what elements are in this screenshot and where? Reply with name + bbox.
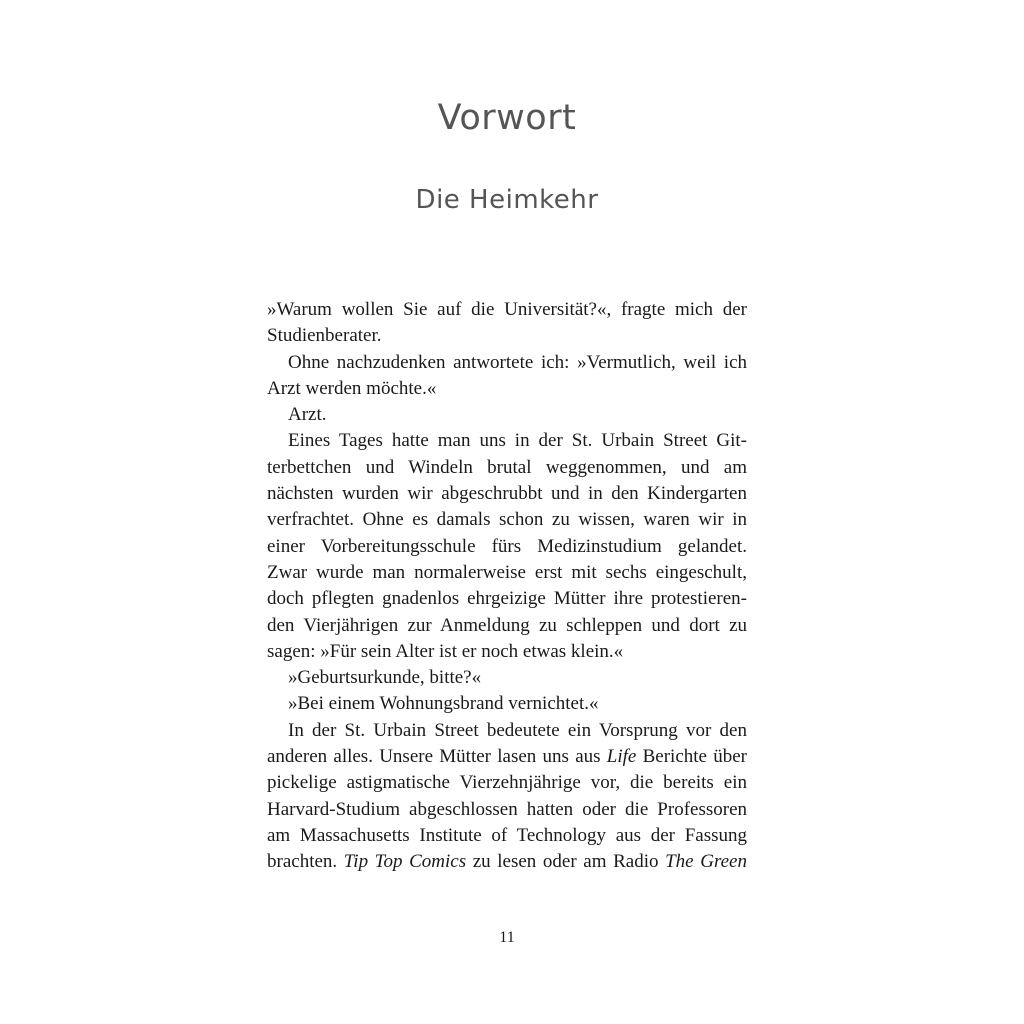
text-line [267,323,747,349]
page-number: 11 [499,929,515,946]
chapter-subtitle: Die Heimkehr [415,185,599,215]
italic-title: Life [606,746,637,768]
text-line [267,402,747,428]
text-line [267,613,747,639]
text-segment: Eines Tages hatte man uns in der St. Urbain Street Git- [288,430,747,452]
text-segment: In der St. Urbain Street bedeutete ein Vorsprung vor den [288,719,747,741]
text-line [267,534,747,560]
text-segment: »Warum wollen Sie auf die Universität?«, fragte mich der [267,299,747,320]
text-line [267,481,747,507]
text-line [267,455,747,481]
text-segment: einer Vorbereitungsschule fürs Medizinstudium gelandet. [267,535,747,557]
text-segment: Arzt. [288,404,327,426]
body-text [267,297,747,876]
text-line [267,665,747,691]
text-line [267,797,747,823]
text-segment: doch pflegten gnadenlos ehrgeizige Mütter ihre protestieren- [267,588,747,610]
text-line [267,376,747,402]
text-segment: »Geburtsurkunde, bitte?« [288,667,482,689]
text-segment: Zwar wurde man normalerweise erst mit sechs eingeschult, [267,561,747,583]
text-line [267,507,747,533]
text-line [267,770,747,796]
text-segment: brachten. [267,851,344,873]
text-line [267,297,747,323]
text-line [267,823,747,849]
text-segment: zu lesen oder am Radio [466,851,666,873]
text-line [267,560,747,586]
text-segment: Arzt werden möchte.« [267,377,437,399]
text-line [267,586,747,612]
text-segment: »Bei einem Wohnungsbrand vernichtet.« [288,693,599,715]
text-line [267,849,747,875]
text-line [267,691,747,717]
text-segment: sagen: »Für sein Alter ist er noch etwas klein.« [267,640,624,662]
text-line [267,639,747,665]
text-line [267,744,747,770]
text-segment: anderen alles. Unsere Mütter lasen uns aus [267,746,607,768]
italic-title: The Green [665,851,747,873]
text-line [267,350,747,376]
text-segment: Studienberater. [267,325,382,347]
text-segment: am Massachusetts Institute of Technology aus der Fassung [267,824,747,846]
text-segment: verfrachtet. Ohne es damals schon zu wissen, waren wir in [267,509,747,531]
text-segment: Ohne nachzudenken antwortete ich: »Vermutlich, weil ich [288,351,747,373]
text-line [267,428,747,454]
chapter-title: Vorwort [437,98,577,138]
italic-title: Tip Top Comics [343,851,467,873]
text-segment: den Vierjährigen zur Anmeldung zu schleppen und dort zu [267,614,747,636]
text-line [267,718,747,744]
text-segment: nächsten wurden wir abgeschrubbt und in den Kindergarten [267,483,747,505]
text-segment: pickelige astigmatische Vierzehnjährige vor, die bereits ein [267,772,747,794]
text-segment: terbettchen und Windeln brutal weggenommen, und am [267,456,747,478]
text-segment: Berichte über [636,746,747,768]
text-segment: Harvard-Studium abgeschlossen hatten oder die Professoren [267,798,747,820]
